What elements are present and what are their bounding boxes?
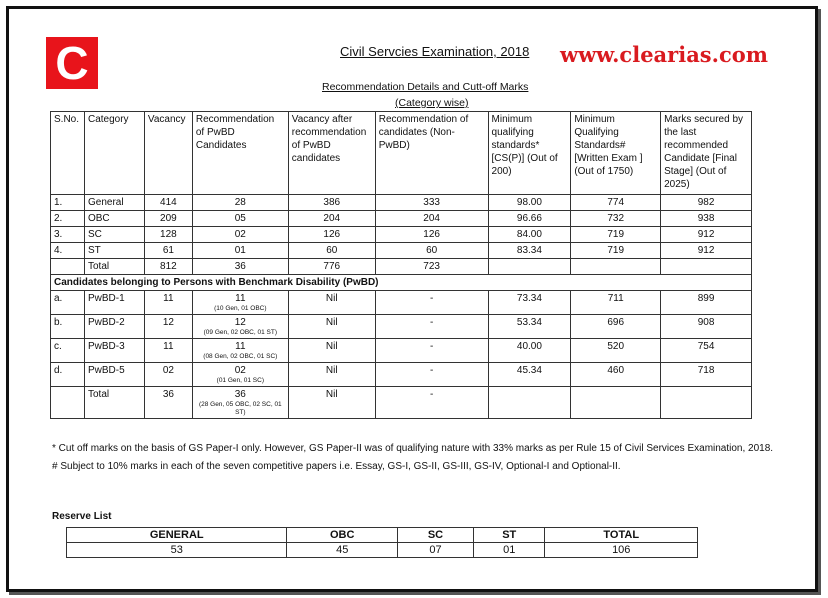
table-cell bbox=[84, 291, 144, 315]
table-cell: 83.34 bbox=[488, 243, 571, 259]
table-cell bbox=[144, 291, 192, 315]
table-cell bbox=[571, 291, 661, 315]
table-cell bbox=[84, 387, 144, 419]
page-title: Civil Servcies Examination, 2018 bbox=[340, 44, 530, 59]
cell-value: - bbox=[429, 293, 434, 304]
cell-value: 711 bbox=[607, 293, 624, 304]
table-cell: 2. bbox=[51, 211, 85, 227]
table-cell bbox=[84, 315, 144, 339]
table-cell bbox=[661, 259, 752, 275]
pwbd-row bbox=[51, 363, 752, 387]
table-cell: 28 bbox=[192, 195, 288, 211]
table-cell bbox=[288, 387, 375, 419]
table-cell bbox=[84, 363, 144, 387]
pwbd-row bbox=[51, 387, 752, 419]
table-cell: 05 bbox=[192, 211, 288, 227]
website-url[interactable]: www.clearias.com bbox=[560, 42, 768, 67]
table-cell bbox=[661, 315, 752, 339]
table-cell: 333 bbox=[375, 195, 488, 211]
reserve-list-title: Reserve List bbox=[52, 511, 112, 522]
table-cell bbox=[488, 315, 571, 339]
table-row bbox=[51, 275, 752, 291]
cell-value: 73.34 bbox=[516, 293, 542, 304]
cell-value: 718 bbox=[697, 365, 715, 376]
reserve-value: 106 bbox=[545, 543, 698, 558]
table-cell: 774 bbox=[571, 195, 661, 211]
cell-value: PwBD-3 bbox=[87, 341, 125, 352]
cell-value: - bbox=[429, 341, 434, 352]
cell-value: 11 bbox=[163, 341, 174, 352]
cell-value: b. bbox=[54, 317, 63, 328]
footnote-cutoff: * Cut off marks on the basis of GS Paper-I only. However, GS Paper-II was of qualifying nature with 33% marks as per Rule 15 of Civil Services Examination, 2018. bbox=[52, 443, 774, 454]
cell-value: Nil bbox=[325, 293, 338, 304]
cell-value: Nil bbox=[325, 389, 338, 400]
table-cell bbox=[375, 339, 488, 363]
cell-value: 520 bbox=[607, 341, 625, 352]
table-cell bbox=[51, 339, 85, 363]
header-cell: Vacancy after recommendation of PwBD candidates bbox=[288, 112, 375, 195]
table-header-row bbox=[51, 112, 752, 195]
table-cell: 776 bbox=[288, 259, 375, 275]
table-cell: 96.66 bbox=[488, 211, 571, 227]
cell-value: 899 bbox=[697, 293, 715, 304]
pwbd-row bbox=[51, 291, 752, 315]
table-cell: 01 bbox=[192, 243, 288, 259]
cell-value: - bbox=[429, 389, 434, 400]
table-cell: 204 bbox=[288, 211, 375, 227]
table-row bbox=[51, 227, 752, 243]
table-cell bbox=[375, 315, 488, 339]
header-cell: S.No. bbox=[51, 112, 85, 195]
table-cell bbox=[661, 339, 752, 363]
pwbd-heading: Candidates belonging to Persons with Benchmark Disability (PwBD) bbox=[51, 275, 752, 291]
clearias-logo: C bbox=[46, 37, 98, 89]
table-cell: Total bbox=[84, 259, 144, 275]
cell-value: 40.00 bbox=[516, 341, 542, 352]
rec-breakdown-note: (09 Gen, 02 OBC, 01 ST) bbox=[203, 329, 277, 336]
cell-value: 53.34 bbox=[516, 317, 542, 328]
table-cell bbox=[144, 315, 192, 339]
reserve-value: 07 bbox=[397, 543, 473, 558]
cell-value: 11 bbox=[235, 341, 246, 352]
reserve-header: SC bbox=[397, 528, 473, 543]
table-cell: 4. bbox=[51, 243, 85, 259]
table-title: Recommendation Details and Cutt-off Marks bbox=[322, 81, 529, 93]
table-cell: 128 bbox=[144, 227, 192, 243]
table-cell: 912 bbox=[661, 227, 752, 243]
table-cell: 61 bbox=[144, 243, 192, 259]
table-cell: 84.00 bbox=[488, 227, 571, 243]
cell-value: 45.34 bbox=[516, 365, 542, 376]
table-cell: 386 bbox=[288, 195, 375, 211]
cell-value: Nil bbox=[325, 365, 338, 376]
table-cell: 126 bbox=[375, 227, 488, 243]
cell-value: Total bbox=[87, 389, 110, 400]
table-cell bbox=[375, 363, 488, 387]
table-cell: 719 bbox=[571, 243, 661, 259]
cell-value: PwBD-1 bbox=[87, 293, 125, 304]
table-cell bbox=[144, 339, 192, 363]
cell-value: 12 bbox=[162, 317, 174, 328]
table-cell bbox=[192, 315, 288, 339]
table-cell: 02 bbox=[192, 227, 288, 243]
table-cell: SC bbox=[84, 227, 144, 243]
table-cell: 126 bbox=[288, 227, 375, 243]
footnotes bbox=[52, 441, 792, 477]
table-cell bbox=[192, 291, 288, 315]
cell-value: 02 bbox=[162, 365, 174, 376]
table-cell bbox=[661, 291, 752, 315]
table-cell: General bbox=[84, 195, 144, 211]
table-subtitle: (Category wise) bbox=[395, 97, 469, 109]
table-cell: 732 bbox=[571, 211, 661, 227]
cell-value: 908 bbox=[697, 317, 715, 328]
table-cell: 1. bbox=[51, 195, 85, 211]
header-cell: Minimum qualifying standards* [CS(P)] (Out of 200) bbox=[488, 112, 571, 195]
table-cell bbox=[571, 259, 661, 275]
rec-breakdown-note: (01 Gen, 01 SC) bbox=[216, 377, 264, 384]
table-cell: 209 bbox=[144, 211, 192, 227]
table-cell bbox=[51, 259, 85, 275]
reserve-value: 45 bbox=[287, 543, 397, 558]
reserve-header: TOTAL bbox=[545, 528, 698, 543]
cutoff-table bbox=[50, 111, 752, 419]
table-cell bbox=[571, 387, 661, 419]
reserve-list-table bbox=[66, 527, 698, 558]
table-cell bbox=[488, 259, 571, 275]
reserve-header: OBC bbox=[287, 528, 397, 543]
pwbd-row bbox=[51, 339, 752, 363]
table-row bbox=[51, 195, 752, 211]
header-cell: Category bbox=[84, 112, 144, 195]
pwbd-row bbox=[51, 315, 752, 339]
cell-value: Nil bbox=[325, 317, 338, 328]
header-cell: Recommendation of PwBD Candidates bbox=[192, 112, 288, 195]
table-cell bbox=[288, 291, 375, 315]
reserve-header: GENERAL bbox=[67, 528, 287, 543]
total-row bbox=[51, 259, 752, 275]
table-cell bbox=[375, 387, 488, 419]
table-cell bbox=[51, 363, 85, 387]
table-cell: 719 bbox=[571, 227, 661, 243]
table-row bbox=[51, 211, 752, 227]
table-cell: 982 bbox=[661, 195, 752, 211]
table-cell bbox=[192, 387, 288, 419]
table-cell bbox=[661, 363, 752, 387]
table-cell: 723 bbox=[375, 259, 488, 275]
cell-value: 36 bbox=[234, 389, 246, 400]
header-cell: Minimum Qualifying Standards# [Written Exam ] (Out of 1750) bbox=[571, 112, 661, 195]
reserve-header: ST bbox=[474, 528, 545, 543]
table-cell bbox=[144, 363, 192, 387]
table-cell bbox=[288, 339, 375, 363]
rec-breakdown-note: (28 Gen, 05 OBC, 02 SC, 01 ST) bbox=[198, 401, 282, 416]
rec-breakdown-note: (08 Gen, 02 OBC, 01 SC) bbox=[203, 353, 278, 360]
table-cell: 812 bbox=[144, 259, 192, 275]
header-cell: Vacancy bbox=[144, 112, 192, 195]
table-cell: 36 bbox=[192, 259, 288, 275]
reserve-value: 53 bbox=[67, 543, 287, 558]
header-cell: Marks secured by the last recommended Candidate [Final Stage] (Out of 2025) bbox=[661, 112, 752, 195]
table-cell bbox=[288, 363, 375, 387]
cell-value: 11 bbox=[163, 293, 174, 304]
table-cell bbox=[288, 315, 375, 339]
table-cell bbox=[144, 387, 192, 419]
cell-value: d. bbox=[54, 365, 63, 376]
table-cell bbox=[51, 315, 85, 339]
table-cell bbox=[375, 291, 488, 315]
rec-breakdown-note: (10 Gen, 01 OBC) bbox=[214, 305, 267, 312]
table-cell bbox=[488, 339, 571, 363]
table-cell: 60 bbox=[288, 243, 375, 259]
cell-value: 36 bbox=[162, 389, 174, 400]
table-cell bbox=[51, 291, 85, 315]
table-cell bbox=[192, 339, 288, 363]
table-cell: 3. bbox=[51, 227, 85, 243]
cell-value: Nil bbox=[325, 341, 338, 352]
table-cell bbox=[661, 387, 752, 419]
table-cell: OBC bbox=[84, 211, 144, 227]
table-cell bbox=[488, 387, 571, 419]
reserve-value: 01 bbox=[474, 543, 545, 558]
header-cell: Recommendation of candidates (Non-PwBD) bbox=[375, 112, 488, 195]
cell-value: 11 bbox=[235, 293, 246, 304]
table-cell: 414 bbox=[144, 195, 192, 211]
cell-value: - bbox=[429, 365, 434, 376]
table-cell bbox=[488, 291, 571, 315]
table-cell bbox=[571, 315, 661, 339]
table-cell: 204 bbox=[375, 211, 488, 227]
reserve-value-row bbox=[67, 543, 698, 558]
cell-value: 754 bbox=[697, 341, 715, 352]
reserve-header-row bbox=[67, 528, 698, 543]
table-cell bbox=[84, 339, 144, 363]
cell-value: PwBD-5 bbox=[87, 365, 125, 376]
table-cell bbox=[51, 387, 85, 419]
footnote-written: # Subject to 10% marks in each of the seven competitive papers i.e. Essay, GS-I, GS-II, GS-III, GS-IV, Optional-I and Optional-II. bbox=[52, 461, 621, 472]
table-cell: ST bbox=[84, 243, 144, 259]
table-cell: 912 bbox=[661, 243, 752, 259]
cell-value: 460 bbox=[607, 365, 625, 376]
table-cell bbox=[488, 363, 571, 387]
table-row bbox=[51, 243, 752, 259]
table-cell bbox=[571, 363, 661, 387]
table-cell: 938 bbox=[661, 211, 752, 227]
cell-value: c. bbox=[54, 341, 62, 352]
cell-value: 12 bbox=[234, 317, 246, 328]
table-cell: 98.00 bbox=[488, 195, 571, 211]
cell-value: 696 bbox=[607, 317, 625, 328]
table-cell: 60 bbox=[375, 243, 488, 259]
table-cell bbox=[192, 363, 288, 387]
cell-value: 02 bbox=[234, 365, 246, 376]
cell-value: a. bbox=[54, 293, 63, 304]
table-cell bbox=[571, 339, 661, 363]
cell-value: PwBD-2 bbox=[87, 317, 125, 328]
cell-value: - bbox=[429, 317, 434, 328]
